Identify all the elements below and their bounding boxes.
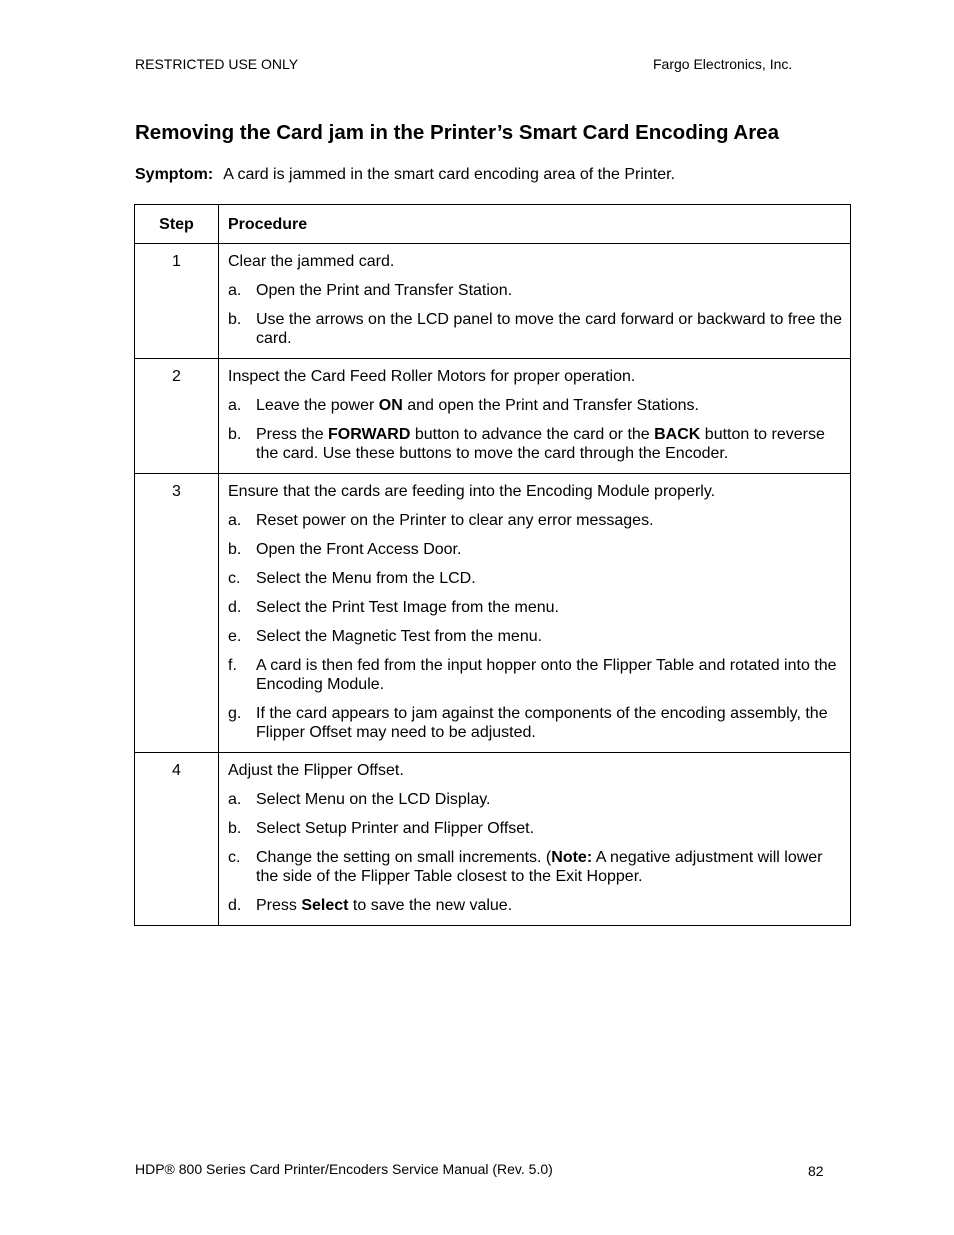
- text-run: Leave the power: [256, 397, 379, 414]
- text-run: to save the new value.: [348, 897, 513, 914]
- step-number: 3: [172, 483, 181, 500]
- sub-step-text: [256, 790, 844, 809]
- emphasis-text: FORWARD: [328, 426, 411, 443]
- table-row: [135, 753, 851, 926]
- sub-step-text: [256, 310, 844, 348]
- sub-step-letter: f.: [228, 657, 237, 674]
- header-procedure: Procedure: [219, 205, 851, 244]
- procedure-cell: [219, 244, 851, 359]
- header-company: Fargo Electronics, Inc.: [653, 56, 793, 72]
- procedure-cell: [219, 474, 851, 753]
- text-run: Open the Print and Transfer Station.: [256, 282, 513, 299]
- footer-page-number: 82: [808, 1163, 824, 1179]
- text-run: Select the Print Test Image from the menu.: [256, 599, 559, 616]
- step-cell: [135, 244, 219, 359]
- table-row: [135, 474, 851, 753]
- text-run: Select the Magnetic Test from the menu.: [256, 628, 543, 645]
- sub-step-letter: a.: [228, 282, 242, 299]
- text-run: Open the Front Access Door.: [256, 541, 462, 558]
- sub-step-text: [256, 511, 844, 530]
- sub-step-letter: d.: [228, 599, 242, 616]
- sub-step: [228, 896, 844, 915]
- step-number: 4: [172, 762, 181, 779]
- sub-step: [228, 704, 844, 742]
- sub-step-text: [256, 704, 844, 742]
- sub-step: [228, 848, 844, 886]
- procedure-cell: [219, 359, 851, 474]
- symptom-label: Symptom:: [135, 166, 214, 183]
- sub-step-text: [256, 598, 844, 617]
- text-run: Select the Menu from the LCD.: [256, 570, 476, 587]
- sub-step-letter: a.: [228, 791, 242, 808]
- procedure-lead: Clear the jammed card.: [228, 253, 395, 270]
- sub-step: [228, 281, 844, 300]
- emphasis-text: ON: [378, 397, 403, 414]
- step-number: 2: [172, 368, 181, 385]
- step-cell: [135, 359, 219, 474]
- table-row: [135, 359, 851, 474]
- sub-step-text: [256, 896, 844, 915]
- symptom-text: A card is jammed in the smart card encoding area of the Printer.: [223, 166, 676, 183]
- sub-step: [228, 425, 844, 463]
- sub-step-text: [256, 396, 844, 415]
- sub-step-letter: g.: [228, 705, 242, 722]
- step-cell: [135, 753, 219, 926]
- header-restricted: RESTRICTED USE ONLY: [135, 56, 299, 72]
- text-run: A negative adjustment will lower the side of the Flipper Table closest to the Exit Hopper.: [256, 849, 823, 885]
- sub-step-letter: b.: [228, 820, 242, 837]
- procedure-lead: Inspect the Card Feed Roller Motors for proper operation.: [228, 368, 636, 385]
- sub-step-letter: b.: [228, 426, 242, 443]
- sub-step-text: [256, 425, 844, 463]
- sub-step-text: [256, 819, 844, 838]
- procedure-lead: Ensure that the cards are feeding into the Encoding Module properly.: [228, 483, 716, 500]
- header-step: Step: [135, 205, 219, 244]
- sub-step-letter: b.: [228, 541, 242, 558]
- procedure-cell: [219, 753, 851, 926]
- text-run: Change the setting on small increments. (: [256, 849, 552, 866]
- sub-step: [228, 819, 844, 838]
- text-run: button to reverse the card. Use these buttons to move the card through the Encoder.: [256, 426, 825, 462]
- table-row: [135, 244, 851, 359]
- text-run: and open the Print and Transfer Stations.: [402, 397, 699, 414]
- sub-step: [228, 540, 844, 559]
- step-number: 1: [172, 253, 181, 270]
- text-run: button to advance the card or the: [410, 426, 655, 443]
- sub-step: [228, 790, 844, 809]
- sub-step: [228, 310, 844, 348]
- sub-step-letter: c.: [228, 570, 241, 587]
- sub-step: [228, 511, 844, 530]
- text-run: If the card appears to jam against the components of the encoding assembly, the Flipper Offset may need to be adjusted.: [256, 705, 828, 741]
- procedure-table: [134, 204, 851, 926]
- emphasis-text: Note:: [551, 849, 593, 866]
- section-title: Removing the Card jam in the Printer’s Smart Card Encoding Area: [135, 121, 779, 144]
- text-run: Select Setup Printer and Flipper Offset.: [256, 820, 535, 837]
- sub-step: [228, 656, 844, 694]
- text-run: Reset power on the Printer to clear any error messages.: [256, 512, 654, 529]
- sub-step: [228, 569, 844, 588]
- text-run: A card is then fed from the input hopper onto the Flipper Table and rotated into the Encoding Module.: [256, 657, 837, 693]
- sub-step-text: [256, 540, 844, 559]
- sub-step-text: [256, 848, 844, 886]
- sub-step: [228, 627, 844, 646]
- text-run: Select Menu on the LCD Display.: [256, 791, 491, 808]
- sub-step-text: [256, 281, 844, 300]
- sub-step-letter: b.: [228, 311, 242, 328]
- procedure-lead: Adjust the Flipper Offset.: [228, 762, 404, 779]
- sub-step-text: [256, 627, 844, 646]
- text-run: Press the: [256, 426, 329, 443]
- emphasis-text: BACK: [654, 426, 701, 443]
- text-run: Use the arrows on the LCD panel to move the card forward or backward to free the card.: [256, 311, 843, 347]
- sub-step-text: [256, 569, 844, 588]
- sub-step-letter: d.: [228, 897, 242, 914]
- sub-step-letter: c.: [228, 849, 241, 866]
- symptom-line: [135, 166, 675, 184]
- emphasis-text: Select: [301, 897, 349, 914]
- sub-step: [228, 598, 844, 617]
- text-run: Press: [256, 897, 302, 914]
- sub-step-letter: e.: [228, 628, 242, 645]
- sub-step-letter: a.: [228, 512, 242, 529]
- sub-step-text: [256, 656, 844, 694]
- sub-step-letter: a.: [228, 397, 242, 414]
- footer-manual-title: HDP® 800 Series Card Printer/Encoders Service Manual (Rev. 5.0): [135, 1161, 553, 1177]
- step-cell: [135, 474, 219, 753]
- table-header-row: [135, 205, 851, 244]
- sub-step: [228, 396, 844, 415]
